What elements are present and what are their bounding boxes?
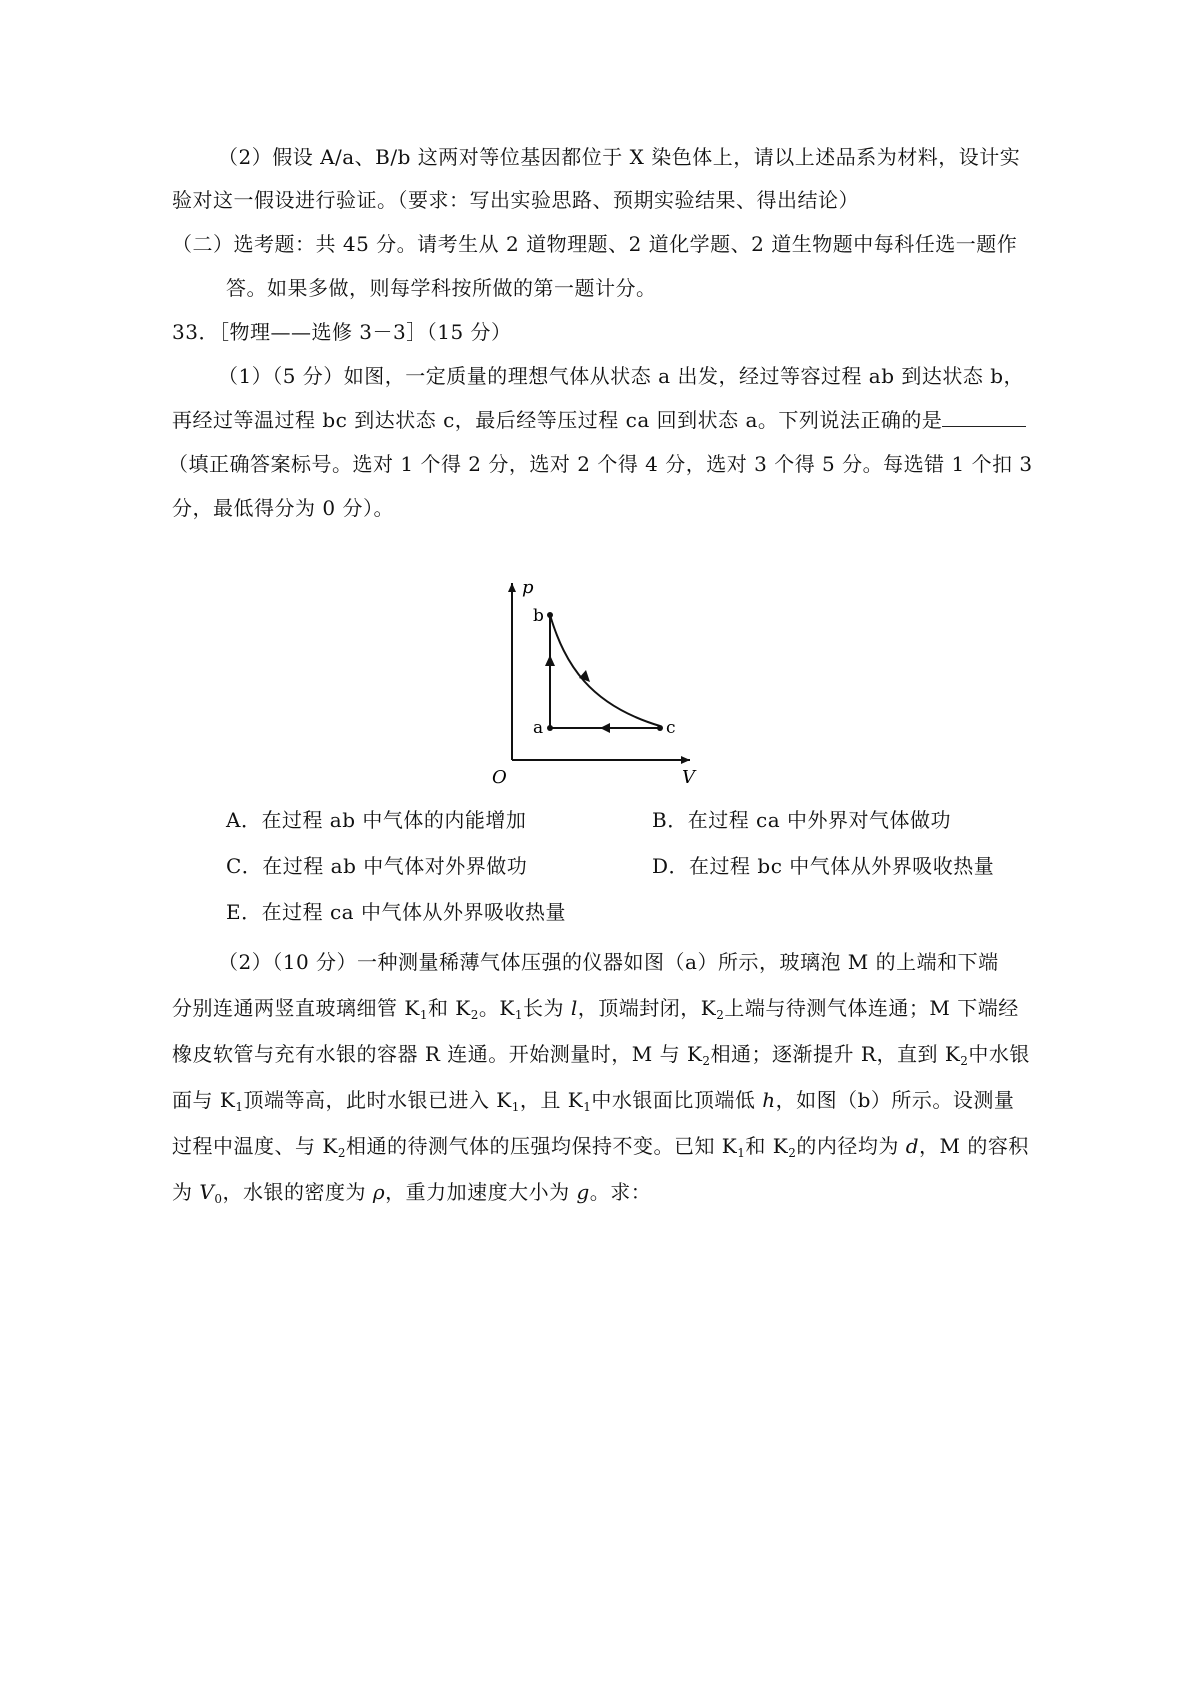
- q33-part2-line-2: [172, 994, 1019, 1022]
- text-seg: 的内径均为: [796, 1134, 906, 1158]
- point-a-dot: [547, 725, 553, 731]
- option-a[interactable]: A．在过程 ab 中气体的内能增加: [226, 808, 527, 832]
- q33-part2-line-6: [172, 1178, 651, 1206]
- point-label-a: a: [533, 718, 544, 738]
- subscript: 2: [702, 1054, 711, 1068]
- process-ab-arrow-icon: [545, 655, 555, 666]
- option-b[interactable]: B．在过程 ca 中外界对气体做功: [652, 808, 952, 832]
- subscript: 2: [716, 1008, 725, 1022]
- text-seg: 和 K: [745, 1134, 789, 1158]
- process-bc-curve: [550, 615, 660, 726]
- q33-part1-line-2-text: 再经过等温过程 bc 到达状态 c，最后经等压过程 ca 回到状态 a。下列说法正确的是: [172, 408, 943, 432]
- text-seg: 。K: [478, 996, 515, 1020]
- subscript: 1: [419, 1008, 428, 1022]
- option-d[interactable]: D．在过程 bc 中气体从外界吸收热量: [652, 854, 995, 878]
- text-seg: 顶端等高，此时水银已进入 K: [243, 1088, 512, 1112]
- text-seg: 分别连通两竖直玻璃细管 K: [172, 996, 420, 1020]
- text-seg: ，水银的密度为: [222, 1180, 373, 1204]
- q33-part1-line-2: [172, 406, 1026, 434]
- q33-part1-line-3: （填正确答案标号。选对 1 个得 2 分，选对 2 个得 4 分，选对 3 个得 5 分。每选错 1 个扣 3: [168, 452, 1033, 476]
- section2-line-1: （二）选考题：共 45 分。请考生从 2 道物理题、2 道化学题、2 道生物题中每科任选一题作: [172, 232, 1018, 256]
- point-label-b: b: [533, 606, 544, 626]
- text-seg: ，重力加速度大小为: [385, 1180, 577, 1204]
- subscript: 1: [511, 1100, 520, 1114]
- origin-label: O: [492, 767, 507, 785]
- q33-part2-line-4: [172, 1086, 1014, 1114]
- q33-part2-line-3: [172, 1040, 1030, 1068]
- q33-part2-line-5: [172, 1132, 1029, 1160]
- text-seg: ，且 K: [519, 1088, 584, 1112]
- q33-part1-line-1: （1）（5 分）如图，一定质量的理想气体从状态 a 出发，经过等容过程 ab 到达状态 b，: [218, 364, 1025, 388]
- text-seg: 相通的待测气体的压强均保持不变。已知 K: [345, 1134, 738, 1158]
- section2-line-2: 答。如果多做，则每学科按所做的第一题计分。: [226, 276, 657, 300]
- text-seg: 过程中温度、与 K: [172, 1134, 338, 1158]
- q2-line-1: （2）假设 A/a、B/b 这两对等位基因都位于 X 染色体上，请以上述品系为材料，设计实: [218, 145, 1021, 169]
- q2-line-2: 验对这一假设进行验证。（要求：写出实验思路、预期实验结果、得出结论）: [172, 188, 859, 212]
- text-seg: 中水银: [968, 1042, 1030, 1066]
- var-l: l: [570, 996, 578, 1020]
- subscript: 2: [960, 1054, 969, 1068]
- text-seg: 为: [172, 1180, 200, 1204]
- text-seg: 和 K: [427, 996, 471, 1020]
- text-seg: 长为: [523, 996, 571, 1020]
- text-seg: 。求：: [589, 1180, 652, 1204]
- process-ca-arrow-icon: [600, 723, 610, 733]
- text-seg: ，如图（b）所示。设测量: [775, 1088, 1015, 1112]
- var-h: h: [762, 1088, 776, 1112]
- pv-diagram: [490, 575, 710, 785]
- axis-label-p: p: [522, 577, 534, 598]
- subscript: 1: [737, 1146, 746, 1160]
- var-rho: ρ: [372, 1180, 386, 1204]
- text-seg: 面与 K: [172, 1088, 236, 1112]
- text-seg: ，顶端封闭，K: [577, 996, 717, 1020]
- var-d: d: [905, 1134, 920, 1158]
- option-e[interactable]: E．在过程 ca 中气体从外界吸收热量: [226, 900, 566, 924]
- point-label-c: c: [666, 718, 676, 738]
- var-g: g: [576, 1180, 590, 1204]
- subscript: 1: [514, 1008, 523, 1022]
- subscript: 2: [470, 1008, 479, 1022]
- subscript: 1: [583, 1100, 592, 1114]
- q33-part2-line-1: （2）（10 分）一种测量稀薄气体压强的仪器如图（a）所示，玻璃泡 M 的上端和下端: [218, 950, 999, 974]
- subscript: 0: [214, 1192, 223, 1206]
- text-seg: 相通；逐渐提升 R，直到 K: [710, 1042, 961, 1066]
- subscript: 2: [337, 1146, 346, 1160]
- q33-header: 33．［物理——选修 3－3］（15 分）: [172, 320, 512, 344]
- text-seg: ，M 的容积: [919, 1134, 1029, 1158]
- text-seg: 中水银面比顶端低: [591, 1088, 763, 1112]
- q33-part1-line-4: 分，最低得分为 0 分）。: [172, 496, 394, 520]
- answer-blank[interactable]: [942, 408, 1026, 427]
- subscript: 2: [788, 1146, 797, 1160]
- axis-label-v: V: [682, 767, 695, 785]
- option-c[interactable]: C．在过程 ab 中气体对外界做功: [226, 854, 528, 878]
- point-b-dot: [547, 612, 553, 618]
- subscript: 1: [235, 1100, 244, 1114]
- point-c-dot: [657, 725, 663, 731]
- text-seg: 上端与待测气体连通；M 下端经: [724, 996, 1019, 1020]
- var-v: V: [199, 1180, 215, 1204]
- text-seg: 橡皮软管与充有水银的容器 R 连通。开始测量时，M 与 K: [172, 1042, 703, 1066]
